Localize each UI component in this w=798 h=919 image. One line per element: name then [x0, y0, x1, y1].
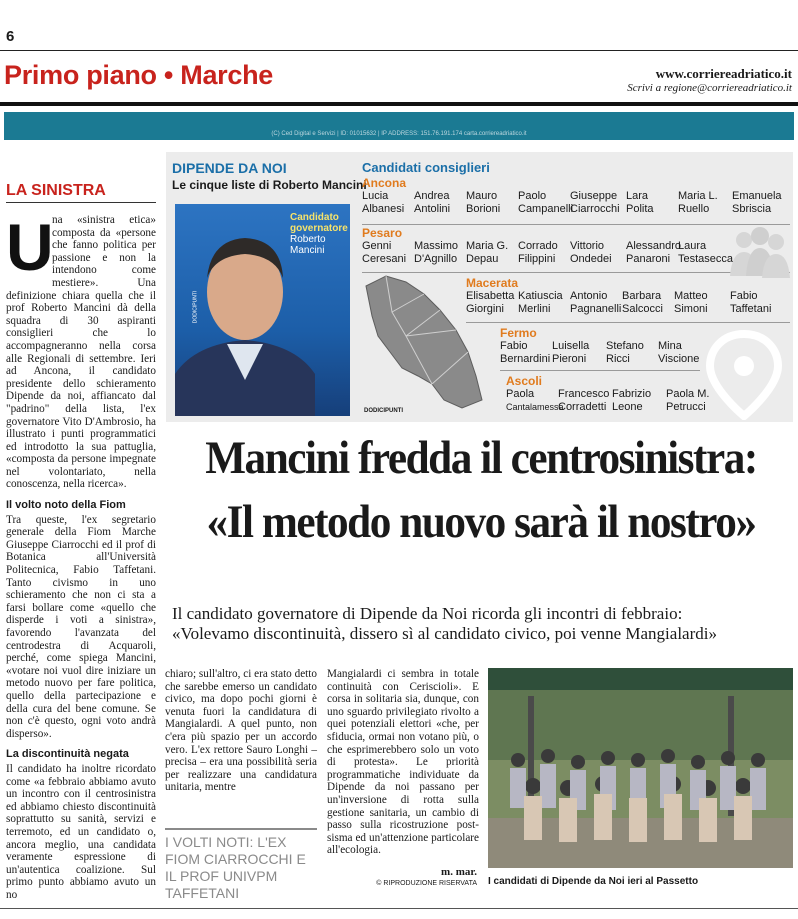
candidate-first-name: Massimo: [414, 240, 459, 252]
candidate-first-name: Giuseppe: [570, 190, 618, 202]
candidate-first-name: Andrea: [414, 190, 450, 202]
deck: [172, 604, 792, 644]
province-ancona: Ancona: [362, 176, 407, 190]
headline-line-2: «Il metodo nuovo sarà il nostro»: [206, 496, 756, 548]
candidate-first-name: Laura: [678, 240, 707, 252]
candidate-last-name: Sbriscia: [732, 203, 772, 215]
site-contact: Scrivi a regione@corriereadriatico.it: [627, 82, 792, 94]
paragraph-3: Il candidato ha inoltre ricordato come «a febbraio abbiamo avuto un incontro con il centrosinistra ed abbiamo chiesto discontinuità soprattutto su sanità, servizi e terremoto, ed un candidato o, ancora meglio, una candidata veramente espressione di un'autentica coalizione. Sul primo punto abbiamo avuto un no: [6, 762, 156, 901]
candidate-name: [732, 190, 782, 216]
pullquote: I VOLTI NOTI: L'EX FIOM CIARROCCHI E IL PROF UNIVPM TAFFETANI: [165, 828, 317, 902]
candidate-name: [466, 290, 514, 316]
byline: m. mar.: [441, 866, 477, 878]
dropcap: U: [6, 210, 54, 284]
province-divider: [362, 224, 790, 225]
candidate-first-name: Maria G.: [466, 240, 509, 252]
candidate-first-name: Genni: [362, 240, 392, 252]
candidate-name: [552, 340, 589, 366]
bottom-divider: [0, 908, 798, 909]
candidate-first-name: Elisabetta: [466, 290, 515, 302]
deck-line-1: Il candidato governatore di Dipende da Noi ricorda gli incontri di febbraio:: [172, 604, 683, 623]
caption-line-1: Candidato: [290, 212, 339, 223]
candidate-name: [674, 290, 708, 316]
article-column-1: chiaro; sull'altro, ci era stato detto che sarebbe emerso un candidato civico, ma dopo pochi giorni è venuta fuori la candidatura di Mangialardi. A quel punto, non c'era più spazio per un accordo vero. L'ex rettore Sauro Longhi – precisa – era una possibilità seria per realizzare una candidatura unitaria, mentre: [165, 668, 317, 794]
province-divider: [466, 322, 790, 323]
candidate-name: [414, 190, 450, 216]
infographic-subtitle: Le cinque liste di Roberto Mancini: [172, 178, 367, 192]
candidate-last-name: Viscione: [658, 353, 700, 365]
candidate-first-name: Fabio: [500, 340, 528, 352]
candidate-name: [518, 290, 563, 316]
candidate-first-name: Corrado: [518, 240, 558, 252]
people-icon: [726, 226, 790, 287]
candidate-first-name: Barbara: [622, 290, 662, 302]
candidate-name: [678, 240, 733, 266]
article-column-2: Mangialardi ci sembra in totale continuità con Ceriscioli». E corsa in solitaria sia, dunque, con uno sguardo privilegiato rivolto a quei potenziali elettori «che, per sfiducia, ormai non votano più, o che esprimerebbero solo un voto di protesta». Le priorità programmatiche individuate da Dipende da noi passano per un'inversione di rotta sulla gestione sanitaria, un cambio di passo sulla ricostruzione post-sisma ed un'attenzione particolare all'ecologia.: [327, 668, 479, 857]
candidate-name: [518, 240, 558, 266]
candidate-first-name: Paola M.: [666, 388, 710, 400]
left-article-column: [6, 210, 156, 901]
candidate-first-name: Paolo: [518, 190, 547, 202]
location-pin-icon: [704, 330, 784, 425]
group-photo-illustration: [488, 668, 793, 868]
candidate-first-name: Alessandro: [626, 240, 682, 252]
candidate-first-name: Francesco: [558, 388, 610, 400]
candidate-name: [626, 240, 681, 266]
candidate-last-name: Petrucci: [666, 401, 706, 413]
candidate-name: [362, 240, 406, 266]
candidate-last-name: Testasecca: [678, 253, 734, 265]
candidate-name: [558, 388, 609, 414]
headline-line-1: Mancini fredda il centrosinistra:: [205, 432, 757, 484]
candidate-last-name: Giorgini: [466, 303, 504, 315]
candidate-last-name: Pieroni: [552, 353, 587, 365]
candidate-last-name: Taffetani: [730, 303, 772, 315]
candidate-name: [658, 340, 699, 366]
candidate-last-name: Corradetti: [558, 401, 607, 413]
candidate-last-name: Borioni: [466, 203, 501, 215]
candidate-first-name: Katiuscia: [518, 290, 563, 302]
subhead-discontinuity: La discontinuità negata: [6, 748, 129, 761]
candidate-last-name: Ondedei: [570, 253, 612, 265]
candidate-first-name: Luisella: [552, 340, 590, 352]
paragraph-2: Tra queste, l'ex segretario generale della Fiom Marche Giuseppe Ciarrocchi ed il prof di Botanica all'Università Politecnica, Fabio Taffetani. Tanto civismo in uno schieramento che non ci sta a farsi bollare come «quello che disperde i voti a sinistra», favorendo l'avanzata del centrodestra di Acquaroli, perché, come spiega Mancini, «votare noi vuol dire iniziare un metodo nuovo per fare politica, quello della partecipazione e della cura del bene comune. Se non c'è questo, ogni voto andrà disperso».: [6, 513, 156, 740]
candidate-name: [730, 290, 771, 316]
candidate-last-name: Simoni: [674, 303, 708, 315]
photo-credit: DODICIPUNTI: [192, 290, 199, 324]
candidate-name: [466, 240, 508, 266]
province-fermo: Fermo: [500, 326, 537, 340]
candidate-name: [606, 340, 644, 366]
candidate-last-name: Ruello: [678, 203, 710, 215]
headline: [193, 432, 769, 548]
candidate-name: [506, 388, 564, 414]
candidate-name: [570, 290, 621, 316]
candidate-last-name: Antolini: [414, 203, 451, 215]
caption-line-3: Roberto: [290, 234, 326, 245]
license-banner: (C) Ced Digital e Servizi | ID: 01015632 | IP ADDRESS: 151.76.191.174 carta.corriereadriatico.it: [4, 112, 794, 140]
candidate-last-name: Bernardini: [500, 353, 551, 365]
candidate-name: [500, 340, 550, 366]
candidate-first-name: Fabio: [730, 290, 758, 302]
subhead-fiom: Il volto noto della Fiom: [6, 499, 126, 512]
top-divider: [0, 50, 798, 51]
candidate-last-name: Merlini: [518, 303, 551, 315]
site-url[interactable]: www.corriereadriatico.it: [655, 66, 792, 81]
paragraph-1: na «sinistra etica» composta da «persone che fanno politica per passione e non la intendono come mestiere». Una definizione chiara quella che il prof Roberto Mancini dà della squadra di 30 aspiranti consiglieri che lo accompagneranno nella corsa alle Regionali di settembre. Ieri ad Ancona, il candidato presidente dello schieramento Dipende da noi, affiancato dal "padrino" della lista, l'ex governatore Vito D'Ambrosio, ha illustrato i punti programmatici ed introdotto la sua pattuglia, «composta da persone impegnate nel volontariato, nella conoscenza, nella ricerca».: [6, 214, 156, 491]
candidate-name: [570, 190, 620, 216]
province-ascoli: Ascoli: [506, 374, 543, 388]
province-divider: [500, 370, 700, 371]
group-photo-caption: I candidati di Dipende da Noi ieri al Passetto: [488, 876, 699, 887]
kicker-divider: [6, 202, 156, 203]
candidate-name: [666, 388, 709, 414]
header-divider: [0, 102, 798, 106]
candidate-last-name: Filippini: [518, 253, 556, 265]
candidate-name: [570, 240, 612, 266]
candidate-first-name: Fabrizio: [612, 388, 652, 400]
candidate-first-name: Lucia: [362, 190, 389, 202]
candidate-name: [626, 190, 654, 216]
candidate-last-name: Leone: [612, 401, 643, 413]
candidate-last-name: Salcocci: [622, 303, 663, 315]
candidate-name: [612, 388, 651, 414]
group-photo: [488, 668, 793, 868]
candidate-last-name: Albanesi: [362, 203, 405, 215]
caption-line-4: Mancini: [290, 245, 325, 256]
column-kicker: LA SINISTRA: [6, 182, 106, 199]
candidate-last-name: Pagnanelli: [570, 303, 622, 315]
candidate-first-name: Maria L.: [678, 190, 718, 202]
candidate-name: [678, 190, 718, 216]
candidate-last-name: Ciarrocchi: [570, 203, 620, 215]
candidate-first-name: Emanuela: [732, 190, 782, 202]
candidate-first-name: Vittorio: [570, 240, 605, 252]
province-pesaro: Pesaro: [362, 226, 403, 240]
candidate-first-name: Stefano: [606, 340, 644, 352]
candidates-title: Candidati consiglieri: [362, 160, 490, 175]
candidate-last-name: Campanelli: [518, 203, 574, 215]
candidate-first-name: Mauro: [466, 190, 498, 202]
candidate-first-name: Matteo: [674, 290, 708, 302]
candidate-name: [362, 190, 404, 216]
candidate-name: [466, 190, 500, 216]
section-title: Primo piano • Marche: [4, 60, 274, 90]
candidate-first-name: Antonio: [570, 290, 608, 302]
candidate-last-name: Cantalamessa: [506, 402, 564, 412]
candidate-first-name: Mina: [658, 340, 682, 352]
province-macerata: Macerata: [466, 276, 519, 290]
copyright-notice: © RIPRODUZIONE RISERVATA: [376, 880, 477, 887]
deck-line-2: «Volevamo discontinuità, dissero sì al candidato civico, poi venne Mangialardi»: [172, 624, 717, 643]
candidate-first-name: Lara: [626, 190, 649, 202]
candidate-last-name: Panaroni: [626, 253, 671, 265]
candidate-last-name: Depau: [466, 253, 499, 265]
candidate-first-name: Paola: [506, 388, 535, 400]
infographic-kicker: DIPENDE DA NOI: [172, 160, 287, 176]
infographic-credit: DODICIPUNTI: [364, 408, 403, 414]
page-number: 6: [6, 28, 15, 45]
candidate-last-name: D'Agnillo: [414, 253, 458, 265]
candidate-last-name: Ceresani: [362, 253, 407, 265]
caption-line-2: governatore: [290, 223, 348, 234]
candidate-name: [414, 240, 458, 266]
candidate-last-name: Polita: [626, 203, 654, 215]
portrait-caption: [290, 212, 350, 256]
candidate-last-name: Ricci: [606, 353, 630, 365]
candidate-name: [622, 290, 663, 316]
candidate-name: [518, 190, 573, 216]
